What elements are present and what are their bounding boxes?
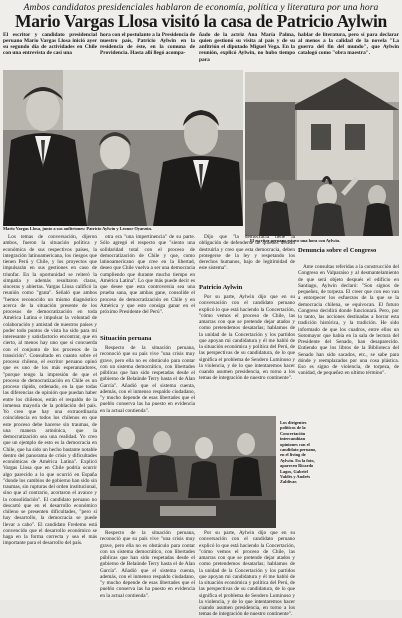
subhead-situacion: Situación peruana: [100, 335, 152, 342]
body-col-2b: [100, 345, 195, 413]
caption-photo-2: El escritor peruano estuvo una hora con Aylwin.: [250, 238, 341, 243]
body-col-3b-text: Por su parte, Aylwin dijo que en su conversación con el candidato peruano explicó lo que está haciendo la Concertación, "cómo vemos el proceso de Chile, las amarras con que se pretende dejar atados y como pretendemos desatarlas; hablamos de la unidad de la Concertación y los partidos que apoyan mi candidatura y él me habló de la situación económica y política del Perú, de las perspectivas de su candidatura, de lo que significa el problema de Sendero Luminoso y la violencia, y de lo que intentaremos hacer cuando asumen presidencia, en torno a los temas de integración de nuestro continente".: [199, 294, 295, 382]
body-col-3-bottom: [199, 530, 295, 618]
body-col-2-bottom: [100, 530, 195, 598]
body-col-4-text: Ante consultas referidas a la construcción del Congreso en Valparaíso y al desmantelamiento de que será objeto después el edificio en Santiago, Aylwin declaró: "Son signos de pequeñez, de torpeza. El creer que con eso van a entorpecer los esfuerzos de la que se la democracia chilena, se equivocan. El futuro Congreso decidirá donde funcionará. Pero, por lo tanto, las acciones destinadas a borrar esta tradición histórica, y la tradición. He sido informado de que los cuadros, entre ellos un Sotomayor que había en la sala de lectura del Presidente del Senado, han desaparecido. Entiendo que los libros de la Biblioteca del Senado han sido sacados, etc., se sabe para dónde y reemplazados por una cosa plástica. Eso es signo de violencia, de torpeza, de vanidad, de pequeñez en ultimo término".: [298, 264, 399, 377]
kicker: Ambos candidatos presidenciales hablaron de economía, política y literatura por una hora: [23, 3, 379, 13]
headline: Mario Vargas Llosa visitó la casa de Patricio Aylwin: [15, 11, 387, 31]
body-col-1-text: Los temas de conversación, dijeron ambos, fueron la situación política y económica de sus respectivos países, la integración latinoamericana, los riesgos que tienen Perú y Chile, y los proyectos que impulsarán en sus gestiones en caso de triunfar. En la oportunidad se reiteró la simpatía y además resultaron claras, sinceras y abiertas. Vargas Llosa calificó la reunión como "grata". Señaló que ambos "hemos reconocido un mismo diagnóstico acerca de la situación presente de los procesos de democratización en toda América Latina e impulsar la voluntad de colaboración y amistad de nuestros países y poder todo puntos de vista ha sido para mí interesante y satisfactorio encontrar, que en cierto, al menos hay uno que sí concuerda con el conjunto de los procesos de la transición". Consultado en cuanto sobre el proceso chileno, el escritor peruano opinó que es uno de los más esperanzadores, "porque tengo la impresión de que el proceso de democratización en Chile es un proceso rápido, ordenado, en la que todas las diferencias de opinión que puedan haber entre los chilenos, están el respaldo de la inmensa mayoría de la población del país. Yo creo que hay una extraordinaria coincidencia en todos los chilenos en que este proceso debe hacerse sin traumas, de una manera armónica, que la democratización sea una realidad. Yo creo que un ejemplo de esto es la democracia en Chile, que ha sido un hecho bastante notable dentro del panorama de crisis y dificultades económicas de América Latina". Explicó Vargas Llosa que en Chile podría ocurrir algo parecido a lo que ocurrió en España "donde los cambios de gobierno han sido sin traumas, sin rupturas del orden institucional, sino que al contrario, acortaron el avance y la consolidación". El candidato peruano no descartó que en el desarrollo económico chileno se presenten dificultades, "pero sí hay desarrollo, la democracia se puede llevar a cabo". El candidato Fredemo está convencido que el desarrollo económico se haga en la forma correcta y sea el más importante para el desarrollo del país.: [3, 234, 97, 547]
subhead-denuncia: Denuncia sobre el Congreso: [298, 247, 377, 254]
caption-photo-1: Mario Vargas Llosa, junto a sus anfitriones: Patricio Aylwin y Leonor Oyarzún.: [3, 226, 152, 231]
lede-col-4: hablar de literatura, pero sí para declarar al menos a la calidad de la novela "La guerra del fin del mundo", que Aylwin catalogó como "obra maestra".: [298, 32, 399, 57]
body-col-2: [100, 234, 195, 334]
photo-concertacion-meeting: [100, 416, 276, 528]
body-col-3-bottom-text: Por su parte, Aylwin dijo que en su conversación con el candidato peruano explicó lo que está haciendo la Concertación, "cómo vemos el proceso de Chile, las amarras con que se pretende dejar atados y como pretendemos desatarlas; hablamos de la unidad de la Concertación y los partidos que apoyan mi candidatura y él me habló de la situación económica y política del Perú, de las perspectivas de su candidatura, de lo que significa el problema de Sendero Luminoso y la violencia, y de lo que intentaremos hacer cuando asumen presidencia, en torno a los temas de integración de nuestro continente".: [199, 530, 295, 618]
photo-vargas-llosa-house: [245, 72, 399, 236]
body-col-3-text: Dijo que "la democracia tiene la obligación de defenderse de quienes desean destruirla y creo que esta democracia, deben protegerse de la ley y respetando los derechos humanos, bajo de legitimidad de este sistema".: [199, 234, 295, 272]
body-col-3: [199, 234, 295, 282]
body-col-1: [3, 234, 97, 598]
subhead-aylwin: Patricio Aylwin: [199, 284, 243, 291]
caption-photo-4: Los dirigentes políticos de la Concertación intercambian opiniones con el candidato peruano, en el living de Aylwin. En la foto, aparecen Ricardo Lagos, Gabriel Valdés y Andrés Zaldívar.: [280, 420, 317, 485]
body-col-3b: [199, 294, 295, 414]
photo-vargas-llosa-aylwin-oyarzun: [3, 70, 243, 226]
lede-col-1: El escritor y candidato presidencial peruano Mario Vargas Llosa inició ayer su segundo día de actividades en Chile con una entrevista de casi una: [3, 32, 97, 57]
lede-col-2: hora con el postulante a la Presidencia de nuestro país, Patricio Aylwin en la residencia de éste, en la comuna de Providencia. Hasta allí llegó acompa-: [100, 32, 195, 57]
lede-col-3: ñado de la actriz Ana María Palma, quien gestionó su visita al país y de su anfitrión el diputado Miguel Vega. En la reunión, explicó Aylwin, no hubo tiempo para: [199, 32, 295, 63]
body-col-4: [298, 264, 399, 414]
body-col-2b-text: Respecto de la situación peruana, reconoció que su país vive "una crisis muy grave, pero ella no es obstáculo para contar con un sistema democrático, con libertades públicas que han sido respetadas desde el gobierno de Belaúnde Terry hasta el de Alan García". Añadió que el sistema cuenta, además, con el inmenso respaldo ciudadano, "y mucho depende de esas libertades que el pueblo conserva las ha puesto en evidencia en la actual contienda".: [100, 345, 195, 414]
body-col-2-text: otra era "una impertinencia" de su parte. Sólo agregó el respecto que "siento una solidaridad total con el proceso de democratización de Chile y que, como latinoamericano que cree en la libertad, deseo que Chile vuelva a ser una democracia cumpliendo que durante mucho tiempo en América Latina". Lo que más puede decir es que desee que esta controversia sea una prueba sana, que ambas gane, consolide el proceso de democratización en Chile y en América y que esto consiga ganar en el próximo Presidente del Perú".: [100, 234, 195, 315]
body-col-2-bottom-text: Respecto de la situación peruana, reconoció que su país vive "una crisis muy grave, pero ella no es obstáculo para contar con un sistema democrático, con libertades públicas que han sido respetadas desde el gobierno de Belaúnde Terry hasta el de Alan García". Añadió que el sistema cuenta, además, con el inmenso respaldo ciudadano, "y mucho depende de esas libertades que el pueblo conserva las ha puesto en evidencia en la actual contienda".: [100, 530, 195, 599]
